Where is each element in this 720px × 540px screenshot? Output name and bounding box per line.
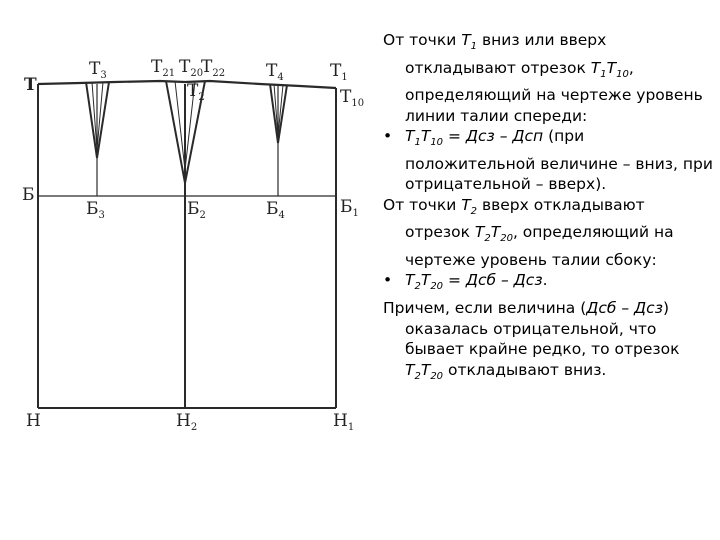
explanation-text bbox=[383, 30, 713, 387]
paragraph-waist-front: От точки $Т_1$ вниз или вверх откладывают отрезок $Т_1Т_{10}$, определяющий на чертеже уровень линии талии спереди: bbox=[383, 31, 703, 125]
label-t2: $Т_2$ bbox=[187, 81, 205, 103]
label-t21: $Т_{21}$ bbox=[151, 57, 176, 79]
label-b4: $Б_4$ bbox=[266, 199, 285, 221]
label-t4: $Т_4$ bbox=[266, 61, 284, 83]
paragraph-note: Причем, если величина (Дсб – Дсз) оказалась отрицательной, что бывает крайне редко, то отрезок $Т_2Т_{20}$ откладывают вниз. bbox=[383, 299, 680, 382]
label-b1: $Б_1$ bbox=[340, 197, 359, 219]
label-t3: $Т_3$ bbox=[89, 59, 107, 81]
label-b: Б bbox=[22, 185, 35, 205]
label-t20: $Т_{20}$ bbox=[179, 57, 204, 79]
label-t22: $Т_{22}$ bbox=[201, 57, 226, 79]
label-b2: $Б_2$ bbox=[187, 199, 206, 221]
formula-side: • $Т_2Т_{20}$ = Дсб – Дсз. bbox=[383, 271, 548, 293]
label-h1: $Н_1$ bbox=[333, 411, 355, 433]
label-t1: $Т_1$ bbox=[330, 61, 348, 83]
label-t10: $Т_{10}$ bbox=[340, 87, 365, 109]
formula-front: • $Т_1Т_{10}$ = Дсз – Дсп (при положительной величине – вниз, при отрицательной – вверх). bbox=[383, 127, 713, 194]
label-h2: $Н_2$ bbox=[176, 411, 198, 433]
label-b3: $Б_3$ bbox=[86, 199, 105, 221]
label-h: Н bbox=[26, 411, 41, 431]
paragraph-waist-side: От точки $Т_2$ вверх откладывают отрезок $Т_2Т_{20}$, определяющий на чертеже уровень талии сбоку: bbox=[383, 195, 674, 269]
label-t: Т bbox=[24, 75, 37, 95]
